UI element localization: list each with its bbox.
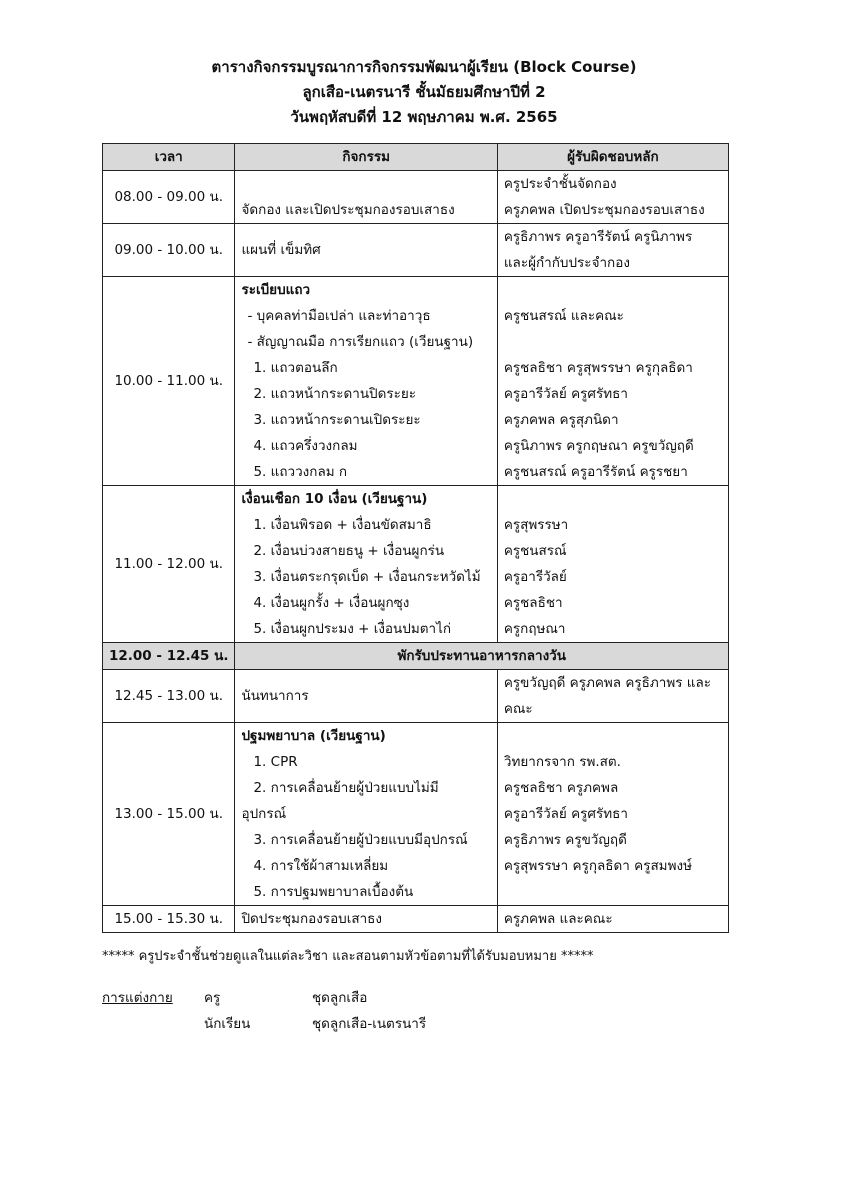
responsible-cell xyxy=(497,224,728,277)
activity-line: 2. การเคลื่อนย้ายผู้ป่วยแบบไม่มี xyxy=(253,780,439,796)
responsible-line: ครูสุพรรษา xyxy=(503,517,569,533)
responsible-line: ครูอารีวัลย์ xyxy=(503,569,567,585)
teacher-note: ***** ครูประจำชั้นช่วยดูแลในแต่ละวิชา และสอนตามหัวข้อตามที่ได้รับมอบหมาย ***** xyxy=(102,949,594,964)
responsible-cell xyxy=(497,486,728,643)
teacher-dress: ชุดลูกเสือ xyxy=(312,990,368,1006)
activity-cell xyxy=(235,277,497,486)
document-title-line2: ลูกเสือ-เนตรนารี ชั้นมัธยมศึกษาปีที่ 2 xyxy=(302,83,546,101)
activity-line: 5. แถววงกลม ก xyxy=(253,464,348,480)
time-cell: 12.00 - 12.45 น. xyxy=(103,643,235,670)
activity-cell xyxy=(235,171,497,224)
responsible-line: ครูขวัญฤดี ครูภคพล ครูธิภาพร และ xyxy=(503,675,712,691)
time-cell: 09.00 - 10.00 น. xyxy=(103,224,235,277)
header-time: เวลา xyxy=(103,144,235,171)
responsible-line: ครูสุพรรษา ครูกุลธิดา ครูสมพงษ์ xyxy=(503,858,692,874)
responsible-cell xyxy=(497,277,728,486)
activity-line: 1. CPR xyxy=(253,754,298,770)
document-title-line1: ตารางกิจกรรมบูรณาการกิจกรรมพัฒนาผู้เรียน (Block Course) xyxy=(211,58,637,76)
activity-heading: ระเบียบแถว xyxy=(241,282,311,298)
table-row xyxy=(103,224,729,277)
activity-line: 4. แถวครึ่งวงกลม xyxy=(253,438,358,454)
table-row xyxy=(103,723,729,906)
document-title-line3: วันพฤหัสบดีที่ 12 พฤษภาคม พ.ศ. 2565 xyxy=(290,108,558,126)
activity-cell xyxy=(235,906,497,933)
responsible-line: และผู้กำกับประจำกอง xyxy=(503,255,630,271)
time-cell: 15.00 - 15.30 น. xyxy=(103,906,235,933)
activity-line: 1. แถวตอนลึก xyxy=(253,360,338,376)
table-row xyxy=(103,906,729,933)
responsible-line: ครูกฤษณา xyxy=(503,621,566,637)
responsible-line xyxy=(504,329,722,355)
responsible-line: ครูภคพล เปิดประชุมกองรอบเสาธง xyxy=(503,202,705,218)
table-row xyxy=(103,486,729,643)
responsible-line: ครูชนสรณ์ และคณะ xyxy=(503,308,624,324)
header-responsible: ผู้รับผิดชอบหลัก xyxy=(497,144,728,171)
activity-line: 2. แถวหน้ากระดานปิดระยะ xyxy=(253,386,417,402)
activity-heading: ปฐมพยาบาล (เวียนฐาน) xyxy=(241,728,386,744)
time-cell: 08.00 - 09.00 น. xyxy=(103,171,235,224)
time-cell: 13.00 - 15.00 น. xyxy=(103,723,235,906)
responsible-line xyxy=(504,879,722,905)
activity-line: อุปกรณ์ xyxy=(241,806,287,822)
activity-line: 3. เงื่อนตระกรุดเบ็ด + เงื่อนกระหวัดไม้ xyxy=(253,569,481,585)
responsible-cell xyxy=(497,670,728,723)
teacher-label: ครู xyxy=(204,990,221,1006)
activity-line: 3. แถวหน้ากระดานเปิดระยะ xyxy=(253,412,421,428)
activity-cell xyxy=(235,670,497,723)
responsible-line: คณะ xyxy=(503,701,533,717)
dress-code-label: การแต่งกาย xyxy=(102,990,173,1006)
student-label: นักเรียน xyxy=(204,1016,251,1032)
activity-line: จัดกอง และเปิดประชุมกองรอบเสาธง xyxy=(241,202,455,218)
activity-line: 2. เงื่อนบ่วงสายธนู + เงื่อนผูกร่น xyxy=(253,543,445,559)
time-cell: 10.00 - 11.00 น. xyxy=(103,277,235,486)
responsible-line: ครูชลธิชา ครูสุพรรษา ครูกุลธิดา xyxy=(503,360,693,376)
time-cell: 12.45 - 13.00 น. xyxy=(103,670,235,723)
activity-line: ปิดประชุมกองรอบเสาธง xyxy=(241,911,383,927)
responsible-cell xyxy=(497,171,728,224)
responsible-line xyxy=(504,723,722,749)
responsible-line: ครูชลธิชา ครูภคพล xyxy=(503,780,619,796)
activity-cell xyxy=(235,723,497,906)
responsible-line: ครูภคพล ครูสุภนิดา xyxy=(503,412,619,428)
responsible-line: ครูอารีวัลย์ ครูศรัทธา xyxy=(503,806,628,822)
activity-line: นันทนาการ xyxy=(241,688,309,704)
responsible-line: ครูภคพล และคณะ xyxy=(503,911,613,927)
table-row xyxy=(103,277,729,486)
responsible-cell xyxy=(497,906,728,933)
responsible-line xyxy=(504,277,722,303)
activity-line: 4. การใช้ผ้าสามเหลี่ยม xyxy=(253,858,389,874)
activity-line: 5. การปฐมพยาบาลเบื้องต้น xyxy=(253,884,414,900)
responsible-line: ครูธิภาพร ครูขวัญฤดี xyxy=(503,832,627,848)
table-row xyxy=(103,171,729,224)
activity-line: แผนที่ เข็มทิศ xyxy=(241,242,321,258)
header-activity: กิจกรรม xyxy=(235,144,497,171)
responsible-line: ครูชลธิชา xyxy=(503,595,563,611)
table-header-row xyxy=(103,144,729,171)
student-dress: ชุดลูกเสือ-เนตรนารี xyxy=(312,1016,427,1032)
responsible-line: ครูชนสรณ์ xyxy=(503,543,567,559)
activity-line: 5. เงื่อนผูกประมง + เงื่อนปมตาไก่ xyxy=(253,621,452,637)
activity-line: 4. เงื่อนผูกรั้ง + เงื่อนผูกซุง xyxy=(253,595,410,611)
responsible-line: ครูอารีวัลย์ ครูศรัทธา xyxy=(503,386,628,402)
schedule-table xyxy=(102,143,729,933)
responsible-line: ครูธิภาพร ครูอารีรัตน์ ครูนิภาพร xyxy=(503,229,693,245)
table-row xyxy=(103,670,729,723)
activity-line: - สัญญาณมือ การเรียกแถว (เวียนฐาน) xyxy=(247,334,474,350)
time-cell: 11.00 - 12.00 น. xyxy=(103,486,235,643)
activity-line: 1. เงื่อนพิรอด + เงื่อนขัดสมาธิ xyxy=(253,517,432,533)
responsible-line: วิทยากรจาก รพ.สต. xyxy=(503,754,621,770)
activity-heading: เงื่อนเชือก 10 เงื่อน (เวียนฐาน) xyxy=(241,491,428,507)
activity-cell xyxy=(235,224,497,277)
activity-line: 3. การเคลื่อนย้ายผู้ป่วยแบบมีอุปกรณ์ xyxy=(253,832,468,848)
activity-line: - บุคคลท่ามือเปล่า และท่าอาวุธ xyxy=(247,308,431,324)
activity-cell xyxy=(235,486,497,643)
lunch-row xyxy=(103,643,729,670)
responsible-line: ครูชนสรณ์ ครูอารีรัตน์ ครูรชยา xyxy=(503,464,688,480)
activity-line xyxy=(241,171,490,197)
responsible-cell xyxy=(497,723,728,906)
responsible-line xyxy=(504,486,722,512)
responsible-line: ครูประจำชั้นจัดกอง xyxy=(503,176,617,192)
responsible-line: ครูนิภาพร ครูกฤษณา ครูขวัญฤดี xyxy=(503,438,694,454)
lunch-break-label: พักรับประทานอาหารกลางวัน xyxy=(235,643,729,670)
